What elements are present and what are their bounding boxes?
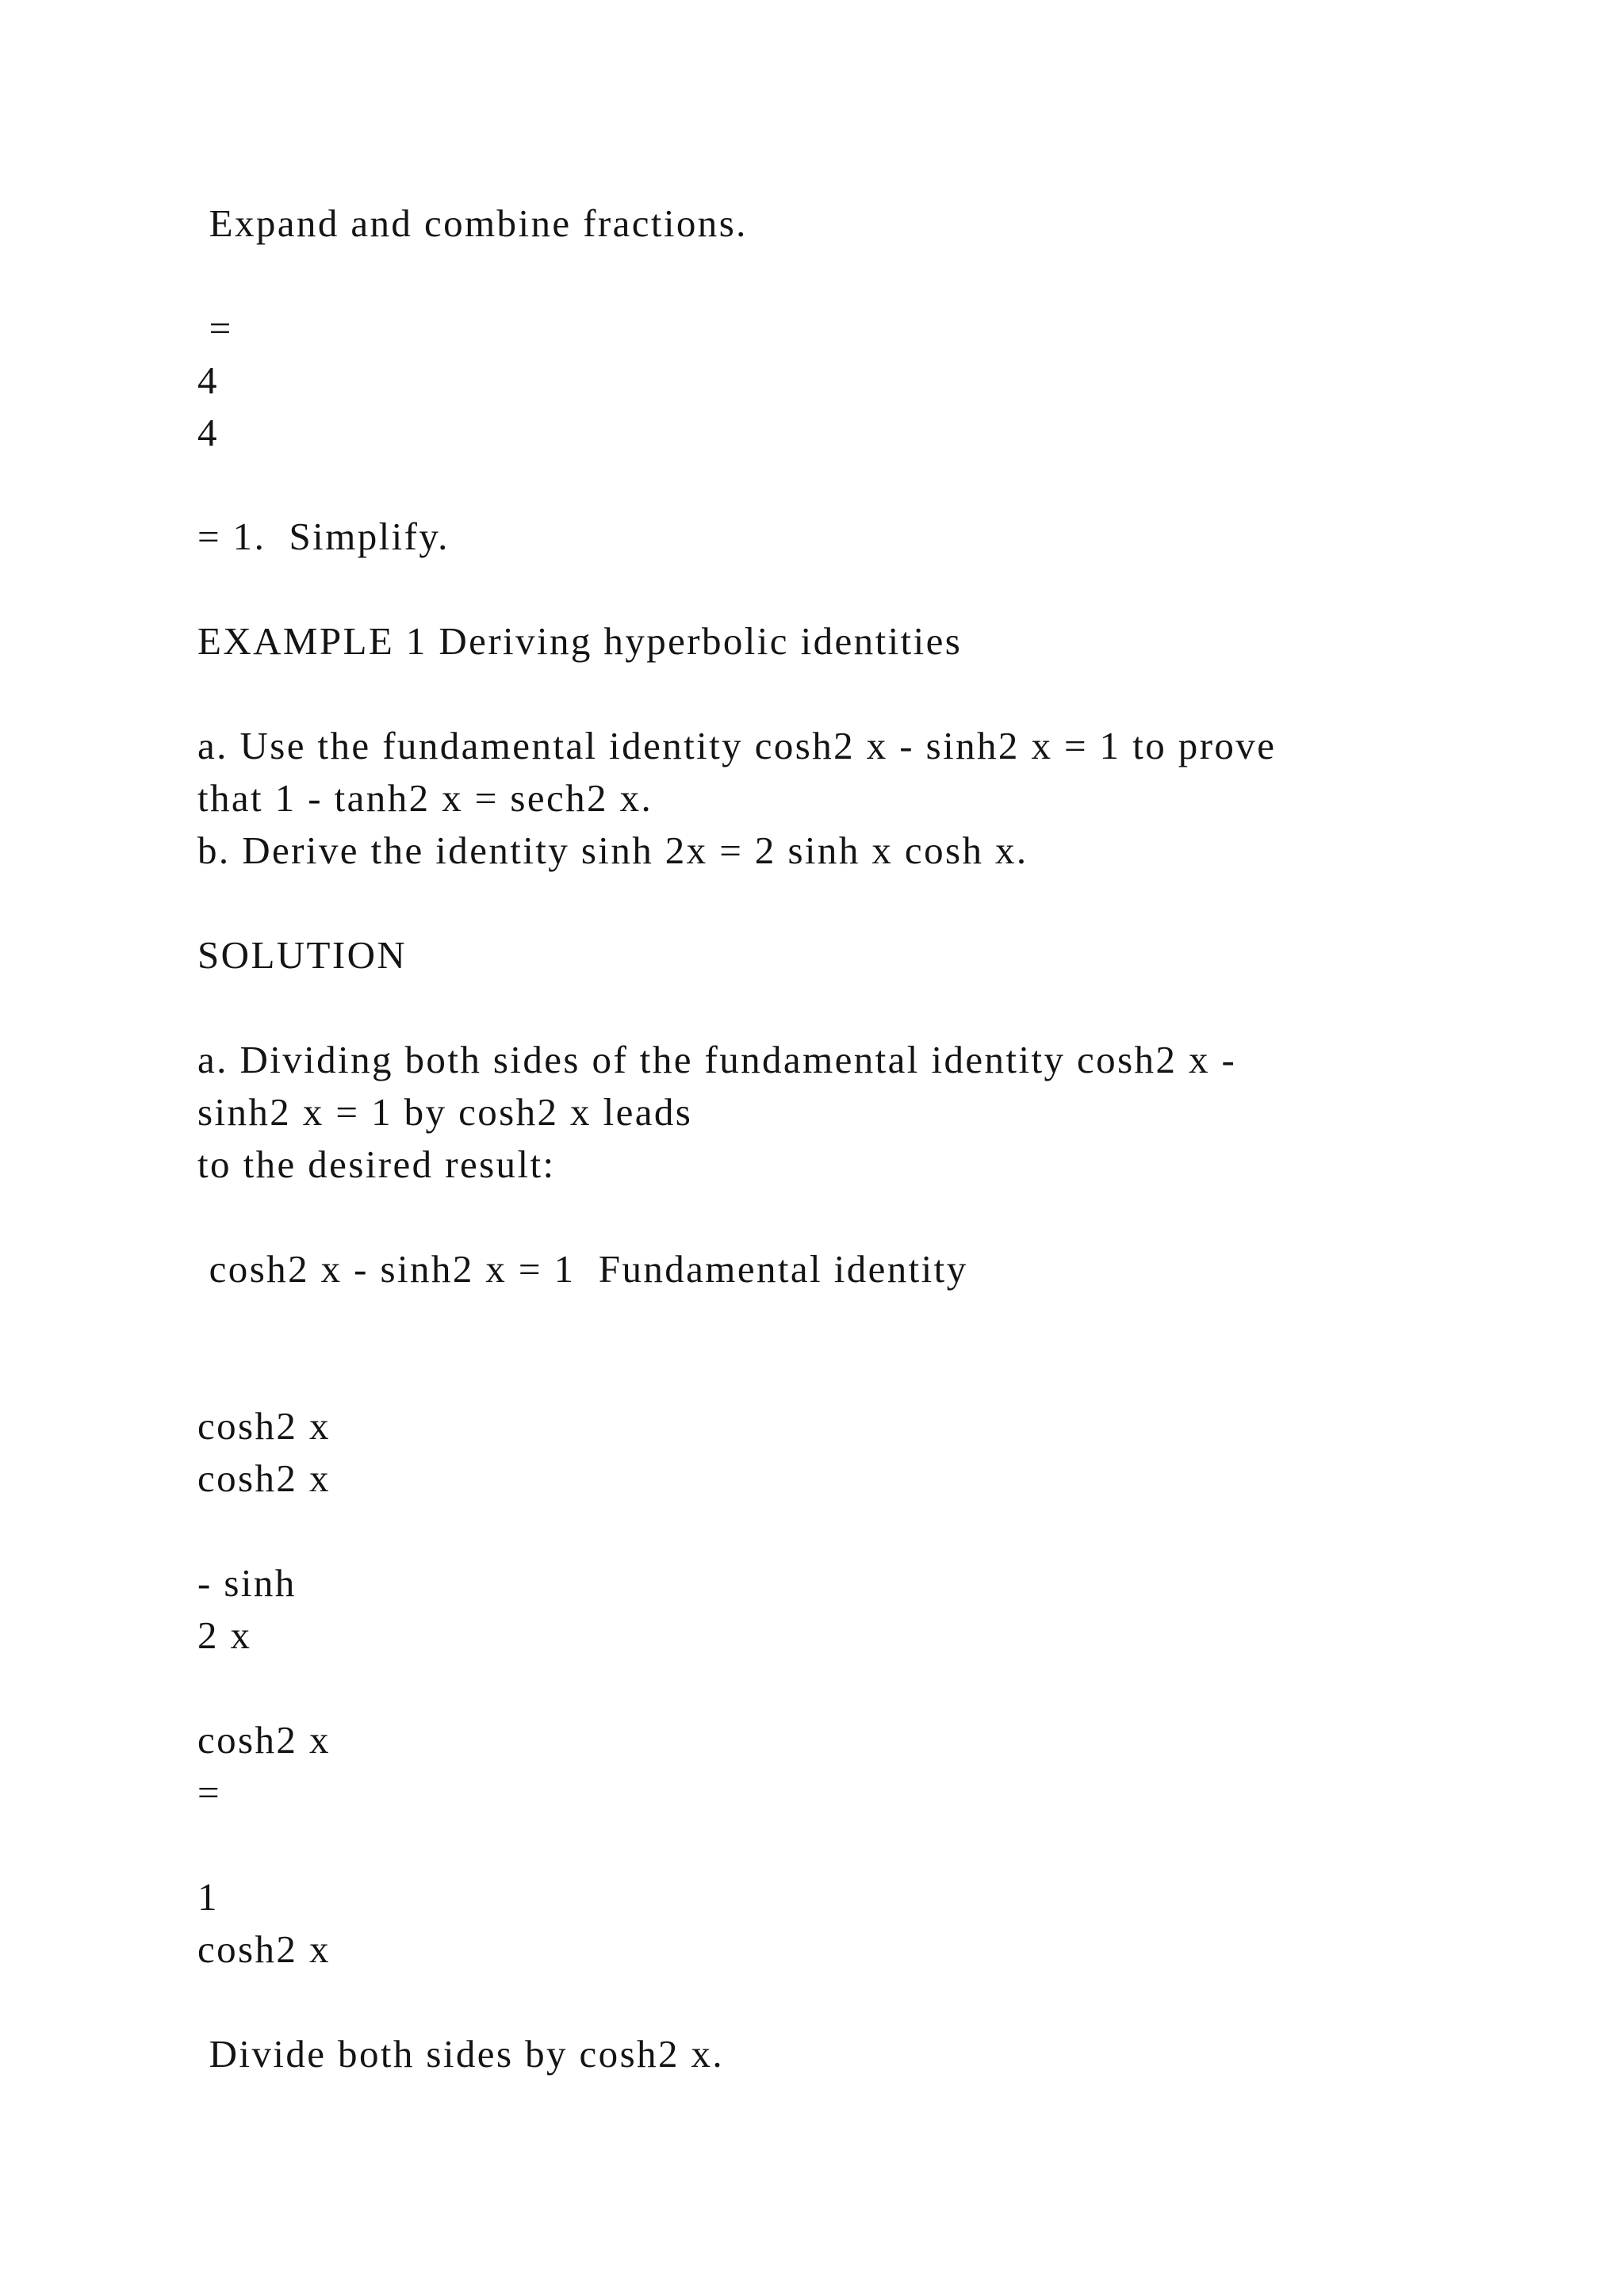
part-a-statement: a. Use the fundamental identity cosh2 x - sinh2 x = 1 to prove — [197, 724, 1277, 767]
divide-both-sides-note: Divide both sides by cosh2 x. — [197, 2032, 725, 2076]
equals-sign-2: = — [197, 1770, 222, 1814]
fraction-rhs-numerator: 1 — [197, 1875, 219, 1919]
solution-heading: SOLUTION — [197, 933, 408, 977]
part-b-statement: b. Derive the identity sinh 2x = 2 sinh x cosh x. — [197, 828, 1028, 872]
exponent-two-x: 2 x — [197, 1613, 252, 1657]
fraction-numerator: 4 — [197, 358, 219, 402]
fraction-term-1-denominator: cosh2 x — [197, 1456, 331, 1500]
fraction-rhs-denominator: cosh2 x — [197, 1927, 331, 1971]
fraction-term-2-denominator: cosh2 x — [197, 1718, 331, 1762]
part-a-statement-cont: that 1 - tanh2 x = sech2 x. — [197, 776, 653, 820]
fraction-term-1-numerator: cosh2 x — [197, 1404, 331, 1448]
solution-a-text: a. Dividing both sides of the fundamental identity cosh2 x - — [197, 1038, 1237, 1081]
fundamental-identity-line: cosh2 x - sinh2 x = 1 Fundamental identity — [197, 1247, 968, 1291]
minus-sinh: - sinh — [197, 1561, 297, 1605]
simplify-result: = 1. Simplify. — [197, 515, 450, 558]
solution-a-text-cont2: to the desired result: — [197, 1142, 556, 1186]
solution-a-text-cont: sinh2 x = 1 by cosh2 x leads — [197, 1090, 693, 1134]
instruction-expand-combine: Expand and combine fractions. — [197, 201, 748, 245]
equals-sign: = — [197, 306, 233, 350]
fraction-denominator: 4 — [197, 411, 219, 454]
example-heading: EXAMPLE 1 Deriving hyperbolic identities — [197, 619, 963, 663]
